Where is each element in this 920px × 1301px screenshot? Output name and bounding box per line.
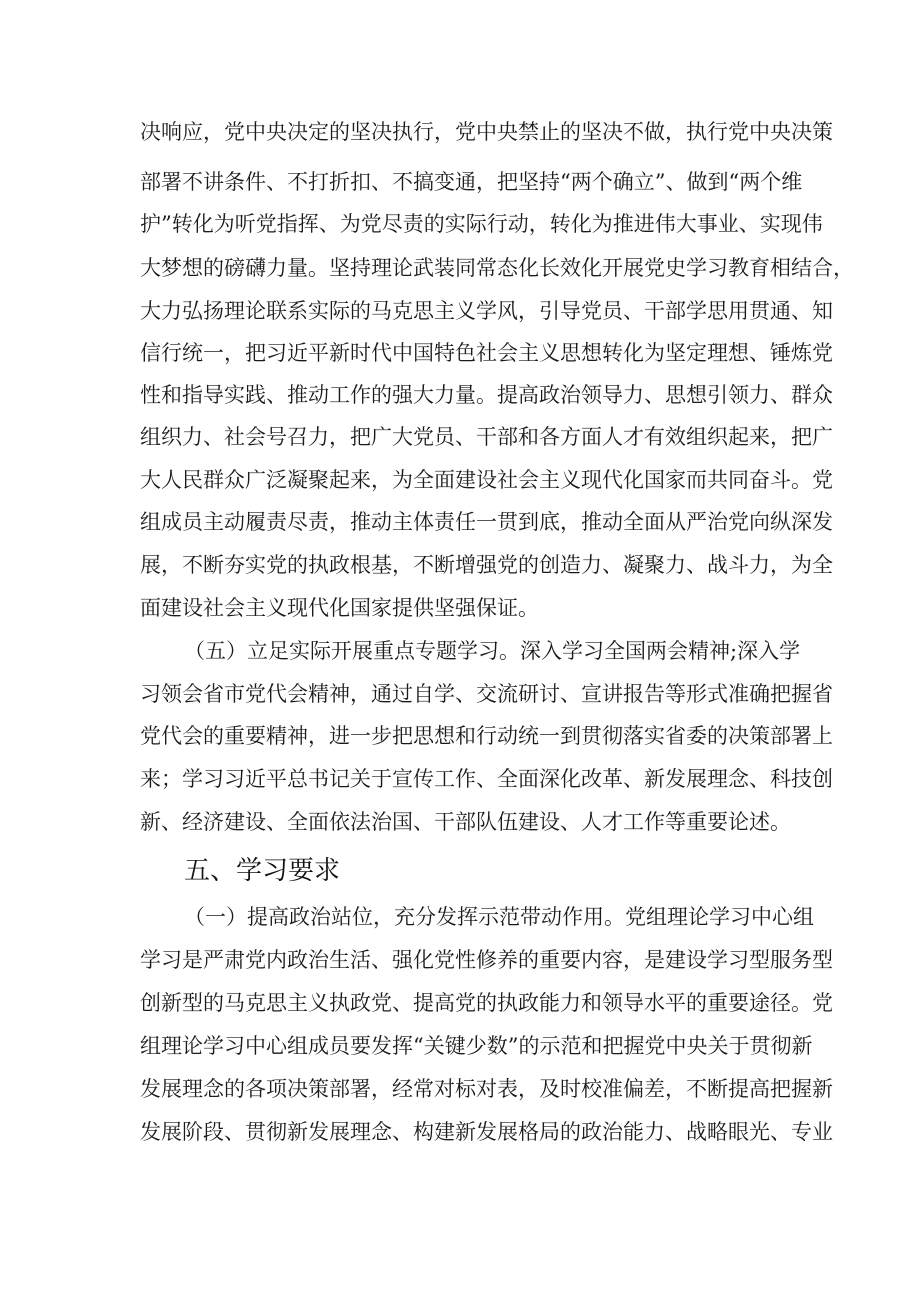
paragraph-1-line-3: 护”转化为听党指挥、为党尽责的实际行动，转化为推进伟大事业、实现伟 [140,212,823,236]
paragraph-2-line-1: （五）立足实际开展重点专题学习。深入学习全国两会精神;深入学 [184,639,801,663]
paragraph-1-line-9: 大人民群众广泛凝聚起来，为全面建设社会主义现代化国家而共同奋斗。党 [140,468,833,492]
section-heading: 五、学习要求 [184,856,341,886]
paragraph-2-line-2: 习领会省市党代会精神，通过自学、交流研讨、宣讲报告等形式准确把握省 [140,682,833,706]
paragraph-2-line-3: 党代会的重要精神，进一步把思想和行动统一到贯彻落实省委的决策部署上 [140,724,833,748]
paragraph-1-line-1: 决响应，党中央决定的坚决执行，党中央禁止的坚决不做，执行党中央决策 [140,120,833,144]
paragraph-1-line-12: 面建设社会主义现代化国家提供坚强保证。 [140,596,539,620]
paragraph-3-line-2: 学习是严肃党内政治生活、强化党性修养的重要内容，是建设学习型服务型 [140,948,833,972]
paragraph-3-line-6: 发展阶段、贯彻新发展理念、构建新发展格局的政治能力、战略眼光、专业 [140,1120,833,1144]
paragraph-3-line-3: 创新型的马克思主义执政党、提高党的执政能力和领导水平的重要途径。党 [140,991,833,1015]
paragraph-2-line-4: 来；学习习近平总书记关于宣传工作、全面深化改革、新发展理念、科技创 [140,767,833,791]
paragraph-2-line-5: 新、经济建设、全面依法治国、干部队伍建设、人才工作等重要论述。 [140,810,791,834]
paragraph-3-line-5: 发展理念的各项决策部署，经常对标对表，及时校准偏差，不断提高把握新 [140,1077,833,1101]
paragraph-1-line-8: 组织力、社会号召力，把广大党员、干部和各方面人才有效组织起来，把广 [140,425,833,449]
paragraph-3-line-4: 组理论学习中心组成员要发挥“关键少数”的示范和把握党中央关于贯彻新 [140,1034,813,1058]
paragraph-1-line-10: 组成员主动履责尽责，推动主体责任一贯到底，推动全面从严治党向纵深发 [140,510,833,534]
paragraph-1-line-7: 性和指导实践、推动工作的强大力量。提高政治领导力、思想引领力、群众 [140,383,833,407]
paragraph-3-line-1: （一）提高政治站位，充分发挥示范带动作用。党组理论学习中心组 [184,905,814,929]
paragraph-1-line-2: 部署不讲条件、不打折扣、不搞变通，把坚持“两个确立”、做到“两个维 [140,170,803,194]
paragraph-1-line-5: 大力弘扬理论联系实际的马克思主义学风，引导党员、干部学思用贯通、知 [140,299,833,323]
paragraph-1-line-6: 信行统一，把习近平新时代中国特色社会主义思想转化为坚定理想、锤炼党 [140,341,833,365]
paragraph-1-line-4: 大梦想的磅礴力量。坚持理论武装同常态化长效化开展党史学习教育相结合， [140,256,854,280]
paragraph-1-line-11: 展，不断夯实党的执政根基，不断增强党的创造力、凝聚力、战斗力，为全 [140,553,833,577]
